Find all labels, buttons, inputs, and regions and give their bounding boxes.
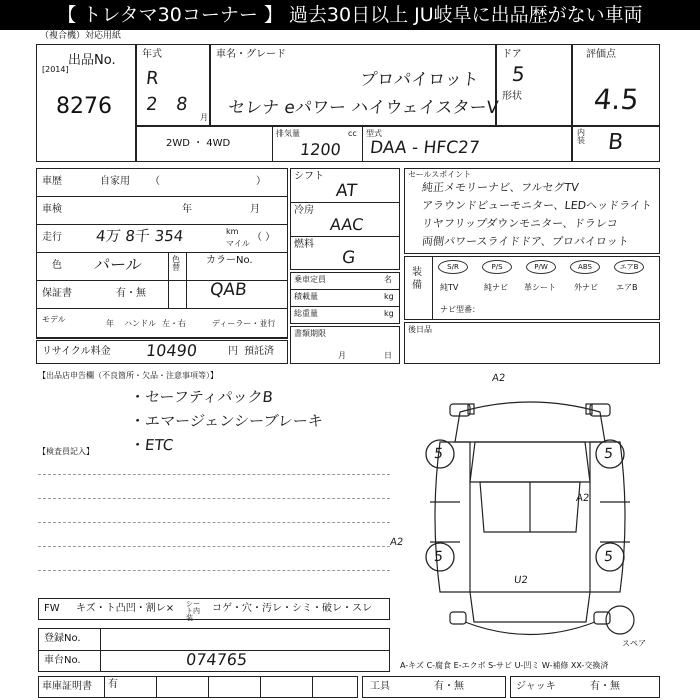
displacement-unit: cc	[348, 129, 357, 138]
capacity-unit: 名	[384, 275, 392, 284]
damage-mark-rear: U2	[513, 575, 529, 586]
later-date-label: 後日品	[408, 325, 432, 334]
jack-value: 有・無	[590, 681, 620, 692]
spec-divider-1	[272, 126, 273, 162]
note-line	[38, 570, 390, 571]
color-no-label: カラーNo.	[206, 255, 253, 266]
row-line	[36, 252, 288, 253]
certificate-cell: 有	[108, 679, 118, 690]
certificate-label: 車庫証明書	[42, 681, 92, 692]
shift-value: AT	[335, 181, 358, 201]
inspection-label: 車検	[42, 204, 62, 215]
col-line	[208, 676, 209, 698]
recycle-value: 10490	[145, 341, 198, 360]
lot-year-tag: [2014]	[42, 65, 69, 74]
equip-pw: P/W	[526, 260, 556, 274]
color-change-label: 色替	[172, 255, 180, 272]
load-label: 積載量	[294, 292, 318, 301]
col-line	[100, 628, 101, 672]
doc-deadline-day: 日	[384, 351, 392, 360]
recycle-unit: 円	[228, 346, 238, 357]
lot-label: 出品No.	[68, 53, 116, 68]
damage-mark-left: A2	[389, 537, 404, 548]
spec-divider-2	[362, 126, 363, 162]
color-divider	[168, 252, 169, 308]
equip-airbag-2: エアB	[616, 283, 638, 292]
aircon-value: AAC	[329, 215, 365, 234]
fuel-value: G	[341, 248, 357, 268]
row-line	[36, 338, 288, 339]
tire-rear-left: 5	[433, 549, 444, 565]
mileage-unit-km: km	[226, 227, 239, 236]
equip-ext-nav: 外ナビ	[574, 283, 598, 292]
equipment-label: 装備	[412, 267, 422, 291]
col-line	[104, 676, 105, 698]
doors-value: 5	[510, 62, 526, 86]
col-line	[260, 676, 261, 698]
tire-front-right: 5	[603, 446, 614, 462]
score-label: 評価点	[586, 49, 616, 60]
year-value: 2	[144, 94, 159, 115]
weight-unit: kg	[384, 309, 394, 318]
history-paren-close: ）	[256, 176, 266, 187]
equip-ps: P/S	[482, 260, 512, 274]
history-paren-open: （	[150, 176, 160, 187]
equip-sr: S/R	[438, 260, 468, 274]
color-value: パール	[93, 255, 143, 274]
damage-mark-side: A2	[575, 493, 590, 504]
row-line	[36, 224, 288, 225]
model-year-label: 年	[106, 319, 114, 328]
equip-leather: 革シート	[524, 283, 556, 292]
row-line	[36, 308, 288, 309]
displacement-label: 排気量	[276, 129, 300, 138]
dealer-label: ディーラー・並行	[212, 319, 276, 328]
header-note: （複合機）対応用紙	[40, 31, 122, 41]
mileage-paren: （ ）	[252, 232, 276, 243]
sales-points-label: セールスポイント	[408, 170, 472, 179]
type-label: 型式	[366, 129, 382, 138]
registration-label: 登録No.	[44, 633, 81, 644]
shift-label: シフト	[294, 171, 324, 182]
sales-point-4: 両側パワースライドドア、プロパイロット	[421, 235, 630, 248]
fw-items: キズ・ト凸凹・割レ×	[76, 603, 175, 614]
dealer-note-2: ・エマージェンシーブレーキ	[129, 412, 324, 430]
dealer-note-1: ・セーフティパックB	[129, 388, 274, 406]
lot-number: 8276	[56, 94, 112, 119]
mileage-value: 4万 8千 354	[95, 227, 185, 245]
drive-label: 2WD ・ 4WD	[166, 138, 231, 149]
history-value: 自家用	[100, 176, 130, 187]
doc-deadline-month: 月	[338, 351, 346, 360]
history-label: 車歴	[42, 176, 62, 187]
equip-tv: 純TV	[440, 283, 459, 292]
fw-label: FW	[44, 603, 60, 614]
inspector-notes-label: 【検査員記入】	[38, 447, 94, 456]
row-line	[290, 289, 400, 290]
seat-label: シート内装	[186, 600, 200, 622]
year-month: 8	[174, 94, 189, 115]
mileage-unit-mile: マイル	[226, 239, 250, 248]
handle-label: ハンドル	[124, 319, 156, 328]
col-line	[156, 676, 157, 698]
note-line	[38, 522, 390, 523]
sales-point-3: リヤフリップダウンモニター、ドラレコ	[421, 217, 619, 230]
color-no-divider	[186, 252, 187, 308]
seat-items: コゲ・穴・汚レ・シミ・破レ・スレ	[212, 603, 372, 614]
interior-value: B	[606, 130, 625, 155]
later-date-box	[404, 322, 660, 364]
dealer-note-3: ・ETC	[129, 436, 175, 454]
inspection-month-unit: 月	[250, 204, 260, 215]
name-model: セレナ eパワー ハイウェイスターV	[227, 98, 500, 118]
year-era: R	[144, 68, 160, 89]
tire-front-left: 5	[433, 446, 444, 462]
nav-model-label: ナビ型番：	[440, 305, 480, 314]
handle-value: 左・右	[162, 319, 186, 328]
capacity-label: 乗車定員	[294, 275, 326, 284]
sales-point-2: アラウンドビューモニター、LEDヘッドライト	[421, 199, 653, 212]
col-line	[312, 676, 313, 698]
score-value: 4.5	[592, 83, 641, 116]
row-line	[290, 306, 400, 307]
dealer-notes-label: 【出品店申告欄（不良箇所・欠品・注意事項等）】	[38, 371, 218, 380]
row-line	[36, 196, 288, 197]
year-label: 年式	[142, 49, 162, 60]
damage-legend: A-キズ C-腐食 E-エクボ S-サビ U-凹ミ W-補修 XX-交換済	[400, 661, 609, 670]
interior-label: 内装	[577, 128, 585, 145]
name-pilot: プロパイロット	[359, 70, 480, 90]
jack-label: ジャッキ	[516, 681, 556, 692]
model-change-label: モデル	[42, 315, 66, 324]
type-value: DAA - HFC27	[369, 138, 481, 158]
weight-label: 総重量	[294, 309, 318, 318]
warranty-label: 保証書	[42, 288, 72, 299]
color-no-value: QAB	[209, 280, 248, 300]
load-unit: kg	[384, 292, 394, 301]
equip-airbag: エアB	[614, 260, 644, 274]
page-banner: 【 トレタマ30コーナー 】 過去30日以上 JU岐阜に出品歴がない車両	[0, 0, 700, 30]
aircon-label: 冷房	[294, 205, 314, 216]
name-label: 車名・グレード	[216, 49, 286, 60]
vehicle-info-box	[36, 168, 288, 338]
doors-label: ドア	[502, 49, 522, 60]
note-line	[38, 546, 390, 547]
damage-mark-front: A2	[491, 373, 506, 384]
equipment-divider	[432, 256, 433, 320]
note-line	[38, 474, 390, 475]
chassis-label: 車台No.	[44, 655, 81, 666]
equip-nav: 純ナビ	[484, 283, 508, 292]
recycle-label: リサイクル料金	[42, 346, 111, 357]
equip-abs: ABS	[570, 260, 600, 274]
tools-label: 工具	[370, 681, 390, 692]
year-month-unit: 月	[200, 113, 208, 122]
chassis-value: 074765	[185, 650, 249, 669]
row-line	[290, 236, 400, 237]
displacement-value: 1200	[299, 140, 342, 159]
mileage-label: 走行	[42, 232, 62, 243]
tire-rear-right: 5	[603, 549, 614, 565]
fuel-label: 燃料	[294, 239, 314, 250]
spare-label: スペア	[622, 639, 646, 648]
warranty-value: 有・無	[116, 288, 146, 299]
recycle-note: 預託済	[244, 346, 274, 357]
color-label: 色	[52, 260, 62, 271]
shape-label: 形状	[502, 91, 522, 102]
sales-point-1: 純正メモリーナビ、フルセグTV	[421, 181, 580, 194]
inspection-year-unit: 年	[182, 204, 192, 215]
damage-diagram	[400, 372, 660, 662]
row-line	[36, 280, 288, 281]
note-line	[38, 498, 390, 499]
doc-deadline-label: 書類期限	[294, 329, 326, 338]
row-line	[290, 202, 400, 203]
tools-value: 有・無	[434, 681, 464, 692]
